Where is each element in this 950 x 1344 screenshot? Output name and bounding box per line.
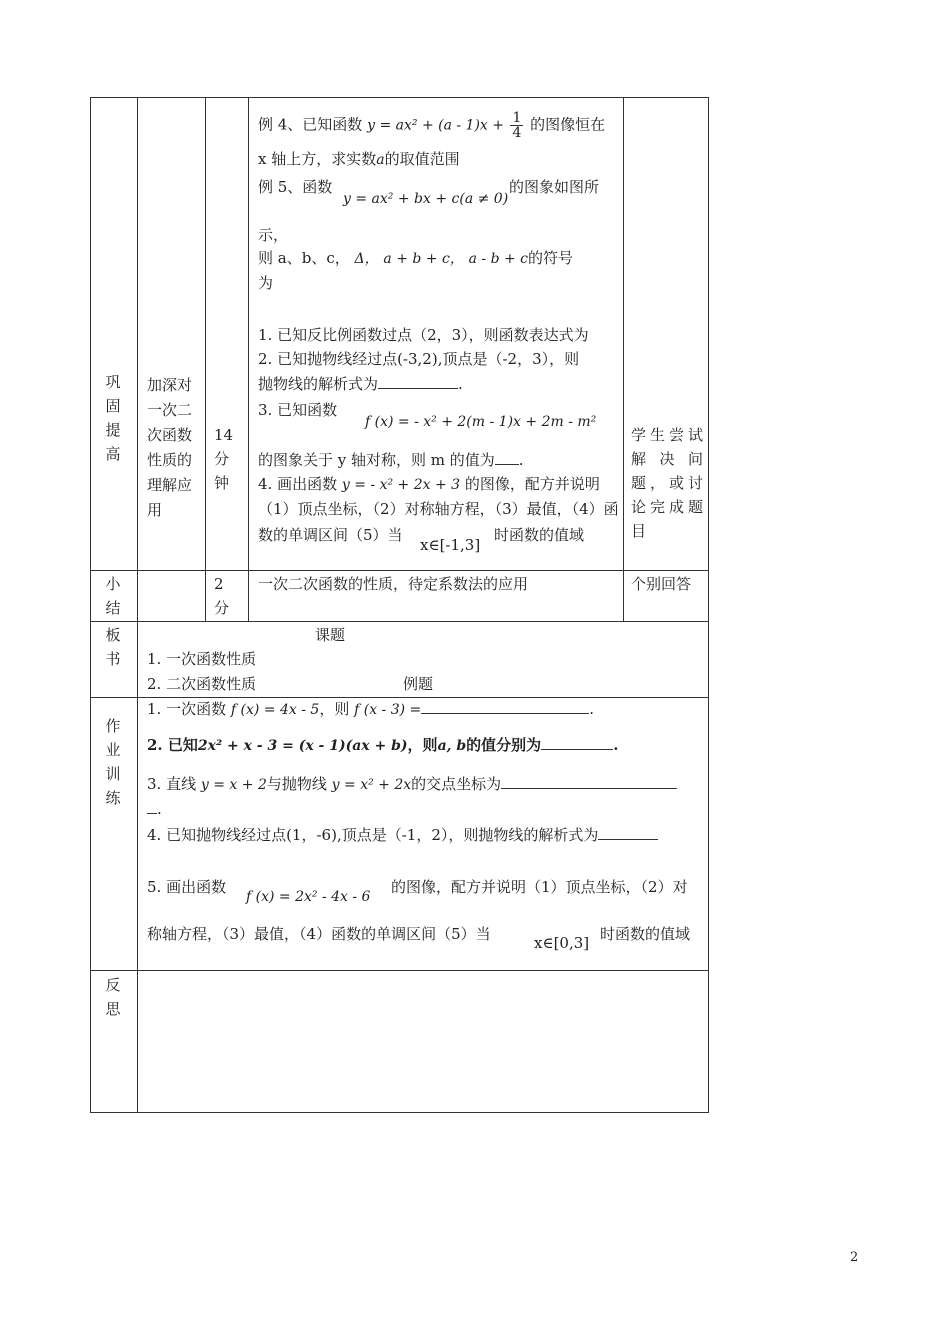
example-4-line1 — [258, 111, 605, 140]
board-item-1: 1. 一次函数性质 — [147, 650, 257, 668]
exercise-4-line1 — [258, 474, 600, 495]
homework-text: ，则 — [407, 736, 438, 754]
homework-text: 3. 直线 — [147, 775, 197, 793]
exercise-4-text: 的图像，配方并说明 — [464, 475, 600, 493]
homework-formula: y = x + 2 — [200, 777, 267, 793]
example-5-formula: y = ax² + bx + c(a ≠ 0) — [343, 191, 509, 207]
example-5-text: 例 5、函数 — [258, 178, 333, 196]
section-label: 巩固提高 — [105, 373, 121, 463]
homework-formula: y = x² + 2x — [331, 777, 412, 793]
col-divider — [137, 97, 138, 1113]
example-4-formula: y = ax² + (a - 1)x + — [367, 117, 509, 134]
table-border-bottom — [90, 1112, 709, 1113]
exercise-4-text: 时函数的值域 — [494, 526, 585, 544]
period: . — [589, 700, 595, 718]
col-divider — [623, 97, 624, 621]
homework-5-formula: f (x) = 2x² - 4x - 6 — [246, 889, 371, 905]
homework-5-line2: 称轴方程，（3）最值，（4）函数的单调区间（5）当 — [147, 925, 491, 943]
row-divider — [90, 970, 709, 971]
homework-5-text: 时函数的值域 — [600, 925, 691, 943]
section-label: 小结 — [105, 575, 121, 617]
difference-expression: a - b + c — [468, 251, 529, 267]
example-4-line2 — [258, 149, 460, 170]
col-divider — [248, 97, 249, 621]
board-title: 课题 — [315, 626, 346, 644]
exercise-2-line2 — [258, 374, 463, 394]
period: . — [458, 375, 463, 393]
period: . — [613, 736, 619, 754]
homework-formula: f (x - 3) = — [354, 702, 422, 718]
homework-5-interval: x∈[0,3] — [534, 934, 590, 952]
exercise-1: 1. 已知反比例函数过点（2，3），则函数表达式为 — [258, 326, 589, 344]
example-5-text: 示， — [258, 226, 289, 244]
board-example: 例题 — [403, 675, 434, 693]
exercise-4-formula: y = - x² + 2x + 3 — [341, 477, 461, 493]
table-border-top — [90, 97, 709, 98]
homework-variables: a, b — [437, 738, 467, 754]
col-divider — [205, 97, 206, 621]
board-item-2: 2. 二次函数性质 — [147, 675, 257, 693]
exercise-4-interval: x∈[-1,3] — [420, 536, 481, 554]
delta-symbol: Δ， — [354, 251, 379, 267]
example-5-line3 — [258, 248, 573, 269]
student-activity: 学生尝试解 决 问题，或讨论完成题目 — [631, 426, 703, 540]
time-label: 2分 — [214, 575, 230, 617]
example-4-text: 例 4、已知函数 — [258, 115, 363, 134]
homework-text: 1. 一次函数 — [147, 700, 227, 718]
answer-blank — [598, 825, 658, 840]
homework-formula: 2x² + x - 3 = (x - 1)(ax + b) — [197, 738, 408, 754]
homework-5-text: 的图像，配方并说明（1）顶点坐标，（2）对 — [391, 878, 688, 896]
exercise-4-text: 数的单调区间（5）当 — [258, 526, 403, 544]
example-5-text: 的符号 — [528, 249, 574, 267]
homework-formula: f (x) = 4x - 5 — [230, 702, 320, 718]
row-divider — [90, 697, 709, 698]
table-border-right — [708, 97, 709, 1113]
homework-3-continued — [147, 799, 162, 819]
example-4-fraction: $\frac{1}{4}$ — [512, 110, 522, 141]
period: . — [518, 451, 524, 469]
homework-text: 4. 已知抛物线经过点(1，-6),顶点是（-1，2），则抛物线的解析式为 — [147, 826, 599, 844]
answer-blank — [501, 774, 677, 789]
exercise-2-text: 抛物线的解析式为 — [258, 375, 379, 393]
homework-text: ，则 — [319, 700, 350, 718]
summary-content: 一次二次函数的性质，待定系数法的应用 — [258, 575, 529, 593]
exercise-3-text: 的图象关于 y 轴对称，则 m 的值为 — [258, 451, 495, 469]
variable-a: a — [376, 152, 385, 168]
example-5-text: 为 — [258, 274, 274, 292]
table-border-left — [90, 97, 91, 1113]
homework-3 — [147, 774, 677, 795]
summary-activity: 个别回答 — [631, 575, 692, 593]
homework-text: 的交点坐标为 — [411, 775, 502, 793]
exercise-4-text: 4. 画出函数 — [258, 475, 338, 493]
section-label: 作业训练 — [105, 717, 121, 807]
homework-text: 2. 已知 — [147, 736, 198, 754]
answer-blank — [378, 374, 458, 389]
exercise-3-text: 3. 已知函数 — [258, 401, 338, 419]
homework-text: 与抛物线 — [266, 775, 327, 793]
row-divider — [90, 570, 709, 571]
answer-blank — [421, 699, 589, 714]
homework-text: 的值分别为 — [466, 736, 542, 754]
answer-blank — [495, 450, 519, 465]
exercise-2-line1: 2. 已知抛物线经过点(-3,2),顶点是（-2，3），则 — [258, 350, 580, 368]
example-4-text: 的图像恒在 — [530, 115, 606, 134]
sum-expression: a + b + c， — [383, 251, 464, 267]
exercise-4-line2: （1）顶点坐标，（2）对称轴方程，（3）最值，（4）函 — [258, 500, 619, 518]
section-label: 反思 — [105, 976, 121, 1018]
exercise-3-formula: f (x) = - x² + 2(m - 1)x + 2m - m² — [365, 414, 597, 430]
teaching-goal: 加深对一次二次函数性质的理解应用 — [147, 376, 193, 519]
page-number: 2 — [850, 1250, 859, 1265]
example-5-text: 的图象如图所 — [509, 178, 600, 196]
exercise-3-line2 — [258, 450, 524, 470]
exercise-3-line1 — [258, 400, 337, 420]
homework-5-line1 — [147, 877, 226, 897]
answer-blank — [147, 799, 157, 814]
example-5-line1 — [258, 177, 332, 197]
example-4-text: 的取值范围 — [384, 150, 460, 168]
example-5-text: 则 a、b、c， — [258, 249, 350, 267]
section-label: 板书 — [105, 626, 121, 668]
lesson-table — [90, 97, 709, 1113]
example-4-text: x 轴上方，求实数 — [258, 150, 377, 168]
homework-text: 5. 画出函数 — [147, 878, 227, 896]
homework-2 — [147, 735, 618, 756]
time-label: 14分钟 — [214, 426, 234, 492]
homework-1 — [147, 699, 594, 720]
homework-4 — [147, 825, 658, 845]
period: . — [157, 800, 162, 818]
exercise-4-line3 — [258, 525, 403, 545]
answer-blank — [541, 735, 613, 750]
row-divider — [90, 621, 709, 622]
